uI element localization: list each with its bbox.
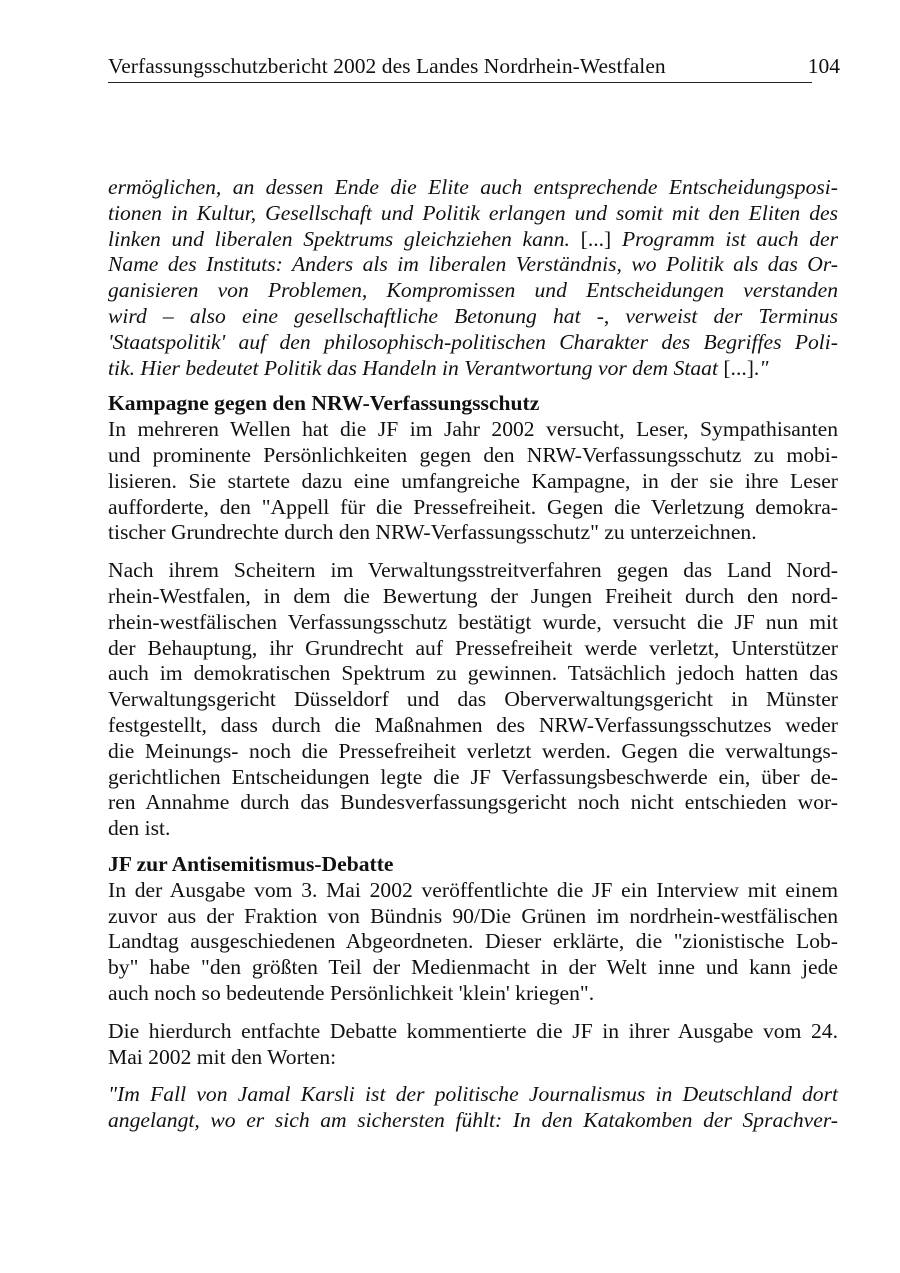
text-line: ren Annahme durch das Bundesverfassungsgericht noch nicht entschieden wor- (108, 790, 838, 815)
text-line: gerichtlichen Entscheidungen legte die JF Verfassungsbeschwerde ein, über de- (108, 764, 838, 789)
header-title: Verfassungsschutzbericht 2002 des Landes Nordrhein-Westfalen (108, 54, 666, 78)
text-line: Die hierdurch entfachte Debatte kommentierte die JF in ihrer Ausgabe vom 24. (108, 1018, 838, 1043)
text-line: der Behauptung, ihr Grundrecht auf Pressefreiheit werde verletzt, Unterstützer (108, 635, 838, 660)
antisemitism-quote (108, 1082, 838, 1134)
quote-fragment: tik. Hier bedeutet Politik das Handeln in Verantwortung vor dem Staat (108, 355, 718, 380)
text-line: Landtag ausgeschiedenen Abgeordneten. Dieser erklärte, die "zionistische Lob- (108, 929, 838, 954)
quote-line: tionen in Kultur, Gesellschaft und Politik erlangen und somit mit den Eliten des (108, 200, 838, 225)
body-text (108, 175, 838, 1134)
quote-fragment: Programm ist auch der (621, 226, 838, 251)
text-line: by" habe "den größten Teil der Medienmacht in der Welt inne und kann jede (108, 955, 838, 980)
quote-line-mixed (108, 356, 838, 382)
quote-line: ermöglichen, an dessen Ende die Elite auch entsprechende Entscheidungsposi- (108, 175, 838, 199)
text-line: festgestellt, dass durch die Maßnahmen des NRW-Verfassungsschutzes weder (108, 712, 838, 737)
section-heading-antisemitism: JF zur Antisemitismus-Debatte (108, 851, 394, 876)
page-number: 104 (807, 54, 840, 78)
campaign-paragraph-1 (108, 417, 838, 546)
running-header (108, 52, 840, 83)
quote-line: angelangt, wo er sich am sichersten fühlt: In den Katakomben der Sprachver- (108, 1108, 838, 1133)
antisemitism-paragraph-1 (108, 878, 838, 1007)
text-line: Mai 2002 mit den Worten: (108, 1044, 337, 1069)
section-heading-campaign: Kampagne gegen den NRW-Verfassungsschutz (108, 391, 540, 416)
closing-quote: " (759, 355, 769, 380)
text-line: Verwaltungsgericht Düsseldorf und das Oberverwaltungsgericht in Münster (108, 687, 838, 712)
text-line: Nach ihrem Scheitern im Verwaltungsstreitverfahren gegen das Land Nord- (108, 558, 838, 583)
quote-line: 'Staatspolitik' auf den philosophisch-politischen Charakter des Begriffes Poli- (108, 329, 838, 354)
text-line: aufforderte, den "Appell für die Pressefreiheit. Gegen die Verletzung demokra- (108, 494, 838, 519)
antisemitism-paragraph-2 (108, 1019, 838, 1071)
text-line: die Meinungs- noch die Pressefreiheit verletzt werden. Gegen die verwaltungs- (108, 738, 838, 763)
quote-line: wird – also eine gesellschaftliche Betonung hat -, verweist der Terminus (108, 303, 838, 328)
quote-continuation (108, 175, 838, 381)
document-page (108, 0, 838, 1273)
campaign-paragraph-2 (108, 558, 838, 842)
text-line: rhein-westfälischen Verfassungsschutz bestätigt wurde, versucht die JF nun mit (108, 609, 838, 634)
text-line: rhein-Westfalen, in dem die Bewertung der Jungen Freiheit durch den nord- (108, 583, 838, 608)
text-line: In der Ausgabe vom 3. Mai 2002 veröffentlichte die JF ein Interview mit einem (108, 877, 838, 902)
ellipsis: [...]. (723, 355, 760, 380)
text-line: auch im demokratischen Spektrum zu gewinnen. Tatsächlich jedoch hatten das (108, 661, 838, 686)
quote-line-mixed (108, 227, 838, 253)
quote-fragment: linken und liberalen Spektrums gleichziehen kann. (108, 226, 570, 251)
quote-line: ganisieren von Problemen, Kompromissen und Entscheidungen verstanden (108, 278, 838, 303)
quote-line: Name des Instituts: Anders als im liberalen Verständnis, wo Politik als das Or- (108, 252, 838, 277)
ellipsis: [...] (580, 226, 612, 251)
text-line: In mehreren Wellen hat die JF im Jahr 2002 versucht, Leser, Sympathisanten (108, 417, 838, 442)
text-line: den ist. (108, 816, 171, 841)
text-line: und prominente Persönlichkeiten gegen den NRW-Verfassungsschutz zu mobi- (108, 442, 838, 467)
quote-line: "Im Fall von Jamal Karsli ist der politische Journalismus in Deutschland dort (108, 1082, 838, 1107)
text-line: auch noch so bedeutende Persönlichkeit 'klein' kriegen". (108, 980, 595, 1005)
text-line: lisieren. Sie startete dazu eine umfangreiche Kampagne, in der sie ihre Leser (108, 468, 838, 493)
text-line: zuvor aus der Fraktion von Bündnis 90/Die Grünen im nordrhein-westfälischen (108, 903, 838, 928)
text-line: tischer Grundrechte durch den NRW-Verfassungsschutz" zu unterzeichnen. (108, 520, 757, 545)
